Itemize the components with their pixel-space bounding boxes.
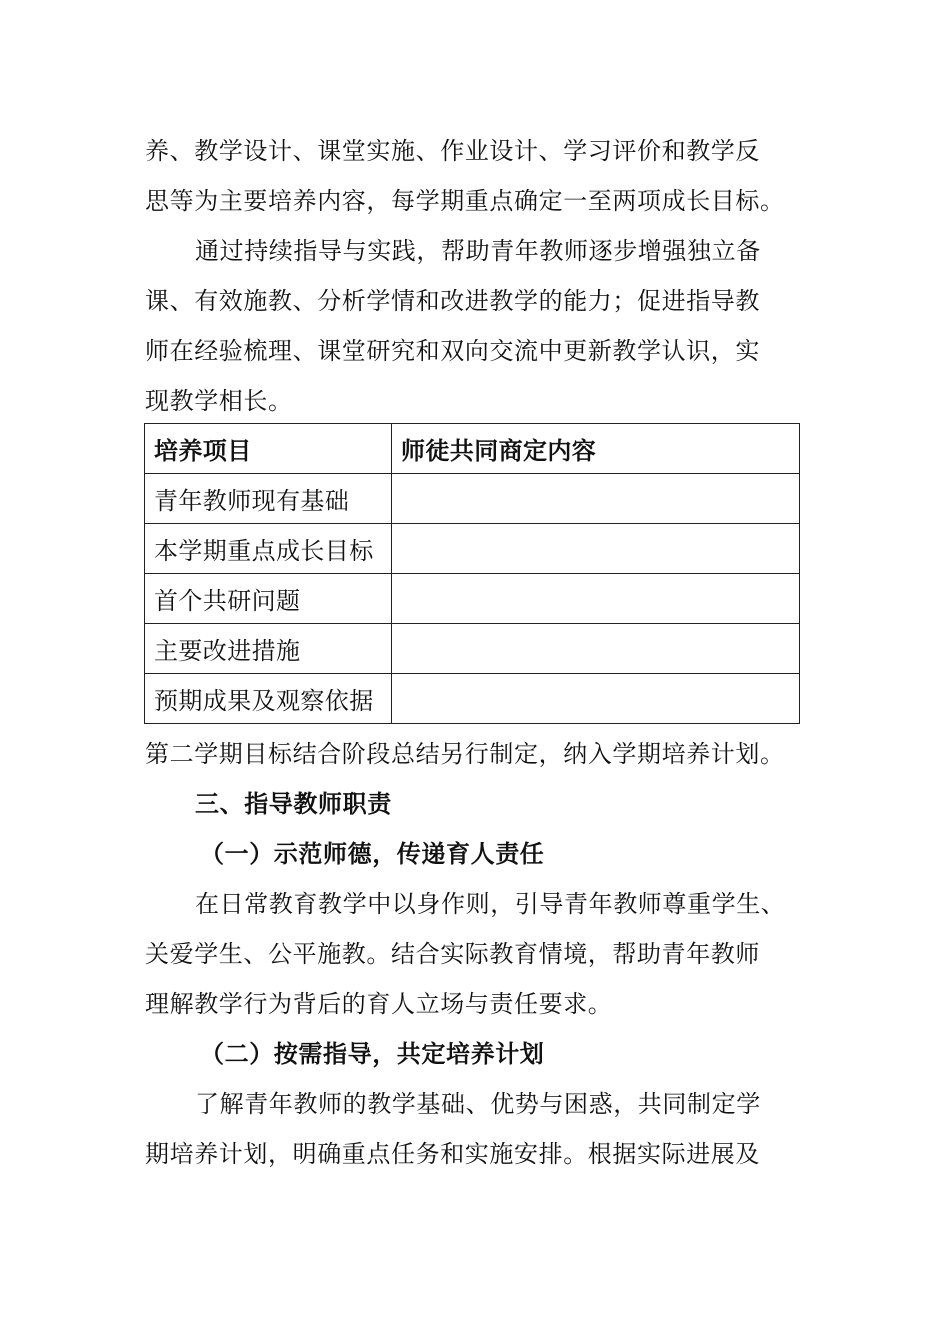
table-cell-item: 预期成果及观察依据	[145, 674, 392, 724]
table-header-item: 培养项目	[145, 424, 392, 474]
paragraph1-line-2: 思等为主要培养内容，每学期重点确定一至两项成长目标。	[145, 187, 785, 215]
table-row	[145, 524, 800, 574]
table-cell-item: 青年教师现有基础	[145, 474, 392, 524]
table-cell-item: 主要改进措施	[145, 624, 392, 674]
section3-sub2-line-1: 了解青年教师的教学基础、优势与困惑，共同制定学	[195, 1090, 761, 1118]
table-cell-content	[392, 524, 800, 574]
table-cell-content	[392, 674, 800, 724]
section3-sub1-line-2: 关爱学生、公平施教。结合实际教育情境，帮助青年教师	[145, 940, 760, 968]
table-row	[145, 474, 800, 524]
section3-sub2-title: （二）按需指导，共定培养计划	[200, 1040, 545, 1068]
table-cell-content	[392, 624, 800, 674]
table-row	[145, 574, 800, 624]
table-cell-item: 本学期重点成长目标	[145, 524, 392, 574]
paragraph2-line-3: 师在经验梳理、课堂研究和双向交流中更新教学认识，实	[145, 337, 760, 365]
table-cell-content	[392, 574, 800, 624]
paragraph1-line-1: 养、教学设计、课堂实施、作业设计、学习评价和教学反	[145, 137, 760, 165]
section3-sub1-line-3: 理解教学行为背后的育人立场与责任要求。	[145, 990, 613, 1018]
table-note: 第二学期目标结合阶段总结另行制定，纳入学期培养计划。	[145, 740, 785, 768]
paragraph2-line-1: 通过持续指导与实践，帮助青年教师逐步增强独立备	[195, 237, 761, 265]
table-row	[145, 674, 800, 724]
table-cell-content	[392, 474, 800, 524]
table-cell-item: 首个共研问题	[145, 574, 392, 624]
section3-title: 三、指导教师职责	[195, 790, 392, 818]
section3-sub2-line-2: 期培养计划，明确重点任务和实施安排。根据实际进展及	[145, 1140, 760, 1168]
paragraph2-line-4: 现教学相长。	[145, 387, 293, 415]
table-header-row	[145, 424, 800, 474]
section3-sub1-title: （一）示范师德，传递育人责任	[200, 840, 545, 868]
section3-sub1-line-1: 在日常教育教学中以身作则，引导青年教师尊重学生、	[195, 890, 786, 918]
table-header-content: 师徒共同商定内容	[392, 424, 800, 474]
paragraph2-line-2: 课、有效施教、分析学情和改进教学的能力；促进指导教	[145, 287, 760, 315]
table-row	[145, 624, 800, 674]
training-plan-table	[144, 423, 800, 724]
